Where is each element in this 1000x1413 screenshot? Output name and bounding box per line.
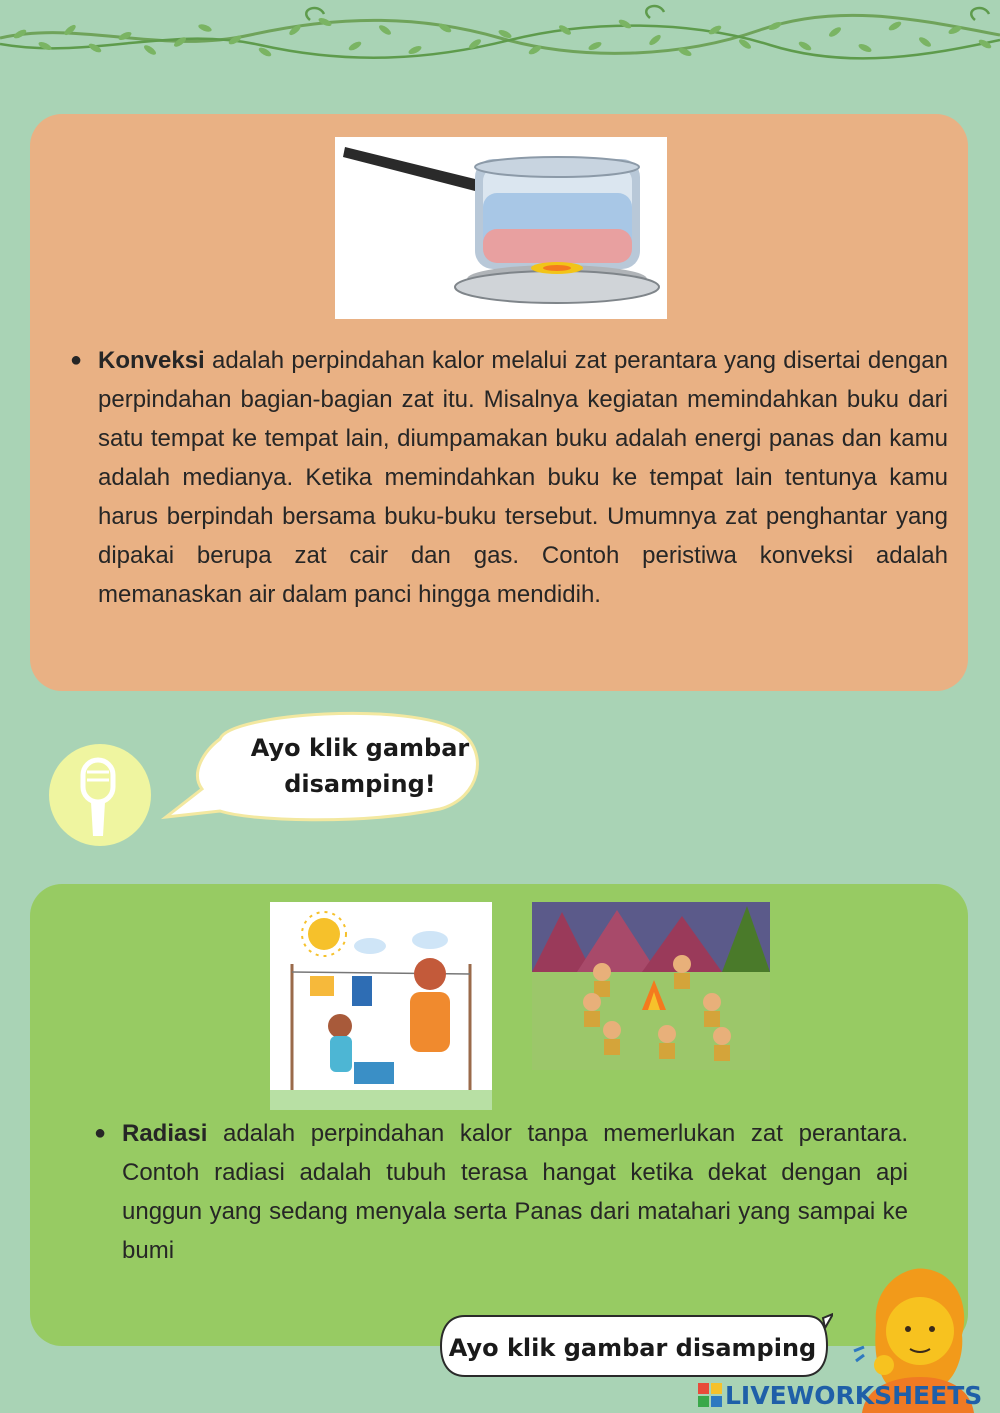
bullet-icon: ● bbox=[94, 1122, 107, 1144]
konveksi-card bbox=[30, 114, 968, 691]
radiasi-term: Radiasi bbox=[122, 1120, 208, 1147]
liveworksheets-wordmark: LIVEWORKSHEETS bbox=[725, 1380, 983, 1410]
boiling-pot-image[interactable] bbox=[335, 137, 667, 319]
speech-bubble-bottom-text: Ayo klik gambar disamping bbox=[448, 1334, 817, 1362]
microphone-button[interactable] bbox=[49, 744, 151, 846]
vine-border-decoration bbox=[0, 0, 1000, 80]
bubble-top-line1: Ayo klik gambar bbox=[250, 734, 470, 762]
konveksi-term: Konveksi bbox=[98, 347, 205, 374]
radiasi-text: adalah perpindahan kalor tanpa memerlukan zat perantara. Contoh radiasi adalah tubuh terasa hangat ketika dekat dengan api unggun yang sedang menyala serta Panas dari matahari yang sampai ke bumi bbox=[122, 1120, 908, 1264]
speech-bubble-top-text bbox=[210, 730, 510, 802]
liveworksheets-logo-icon bbox=[698, 1383, 722, 1407]
liveworksheets-branding bbox=[698, 1378, 982, 1412]
bullet-icon: ● bbox=[70, 349, 83, 371]
drying-laundry-image[interactable] bbox=[270, 902, 492, 1110]
campfire-image[interactable] bbox=[532, 902, 770, 1070]
bubble-top-line2: disamping! bbox=[284, 770, 436, 798]
konveksi-paragraph bbox=[70, 341, 948, 614]
radiasi-card bbox=[30, 884, 968, 1346]
konveksi-text: adalah perpindahan kalor melalui zat perantara yang disertai dengan perpindahan bagian-bagian zat itu. Misalnya kegiatan memindahkan buku dari satu tempat ke tempat lain, diumpamakan buku adalah energi panas dan kamu adalah medianya. Ketika memindahkan buku ke tempat lain tentunya kamu harus berpindah bersama buku-buku tersebut. Umumnya zat penghantar yang dipakai berupa zat cair dan gas. Contoh peristiwa konveksi adalah memanaskan air dalam panci hingga mendidih. bbox=[98, 347, 948, 608]
radiasi-paragraph bbox=[94, 1114, 908, 1270]
